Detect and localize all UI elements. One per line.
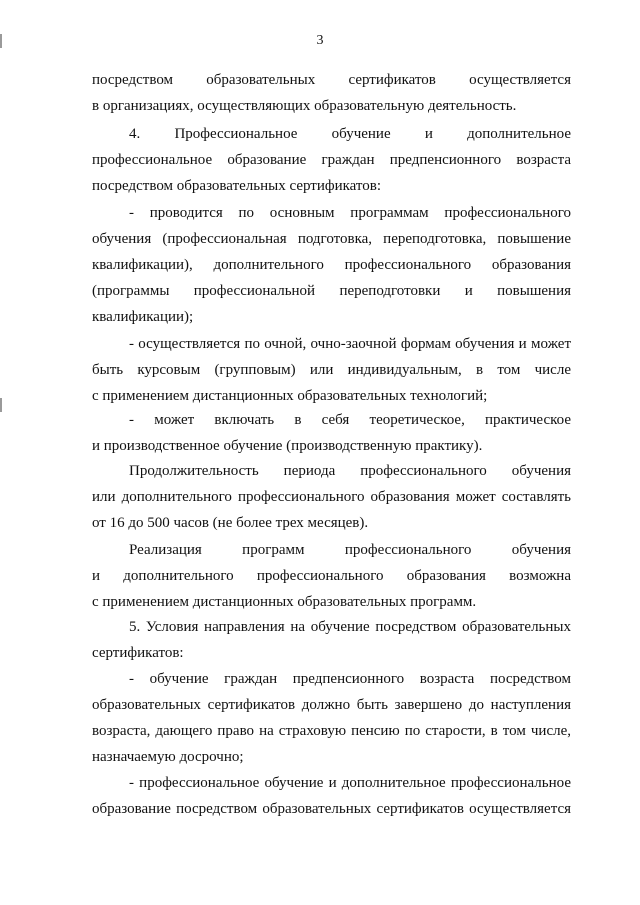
text-line: - осуществляется по очной, очно-заочной формам обучения и может: [129, 336, 571, 352]
text-line: образование посредством образовательных сертификатов осуществляется: [92, 801, 571, 817]
text-line: и дополнительного профессионального образования возможна: [92, 568, 571, 584]
text-line: (программы профессиональной переподготовки и повышения: [92, 283, 571, 299]
paragraph: [92, 458, 571, 536]
text-line: - профессиональное обучение и дополнительное профессиональное: [129, 775, 571, 791]
text-line: обучения (профессиональная подготовка, переподготовка, повышение: [92, 231, 571, 247]
paragraph: [92, 666, 571, 770]
text-line: и производственное обучение (производственную практику).: [92, 438, 483, 454]
paragraph: [92, 331, 571, 409]
paragraph: [92, 614, 571, 666]
text-line: образовательных сертификатов должно быть завершено до наступления: [92, 697, 571, 713]
text-line: Реализация программ профессионального обучения: [129, 542, 571, 558]
page-number: 3: [316, 33, 324, 48]
text-line: с применением дистанционных образовательных программ.: [92, 594, 477, 610]
paragraph: [92, 770, 571, 822]
text-line: от 16 до 500 часов (не более трех месяцев).: [92, 515, 369, 531]
text-line: посредством образовательных сертификатов осуществляется: [92, 72, 571, 88]
paragraph: [92, 407, 571, 459]
text-line: в организациях, осуществляющих образовательную деятельность.: [92, 98, 517, 114]
paragraph: [92, 67, 571, 119]
text-line: возраста, дающего право на страховую пенсию по старости, в том числе,: [92, 723, 571, 739]
text-line: - обучение граждан предпенсионного возраста посредством: [129, 671, 571, 687]
text-line: 4. Профессиональное обучение и дополнительное: [129, 126, 571, 142]
text-line: посредством образовательных сертификатов:: [92, 178, 382, 194]
text-line: назначаемую досрочно;: [92, 749, 244, 765]
paragraph: [92, 121, 571, 199]
paragraph: [92, 200, 571, 330]
text-line: или дополнительного профессионального образования может составлять: [92, 489, 571, 505]
text-line: 5. Условия направления на обучение посредством образовательных: [129, 619, 571, 635]
text-line: Продолжительность периода профессионального обучения: [129, 463, 571, 479]
text-line: профессиональное образование граждан предпенсионного возраста: [92, 152, 571, 168]
scan-edge-mark: [0, 398, 2, 412]
text-line: быть курсовым (групповым) или индивидуальным, в том числе: [92, 362, 571, 378]
text-line: квалификации);: [92, 309, 194, 325]
text-line: сертификатов:: [92, 645, 184, 661]
text-line: - может включать в себя теоретическое, практическое: [129, 412, 571, 428]
text-line: квалификации), дополнительного профессионального образования: [92, 257, 571, 273]
paragraph: [92, 537, 571, 615]
text-line: с применением дистанционных образовательных технологий;: [92, 388, 488, 404]
text-line: - проводится по основным программам профессионального: [129, 205, 571, 221]
